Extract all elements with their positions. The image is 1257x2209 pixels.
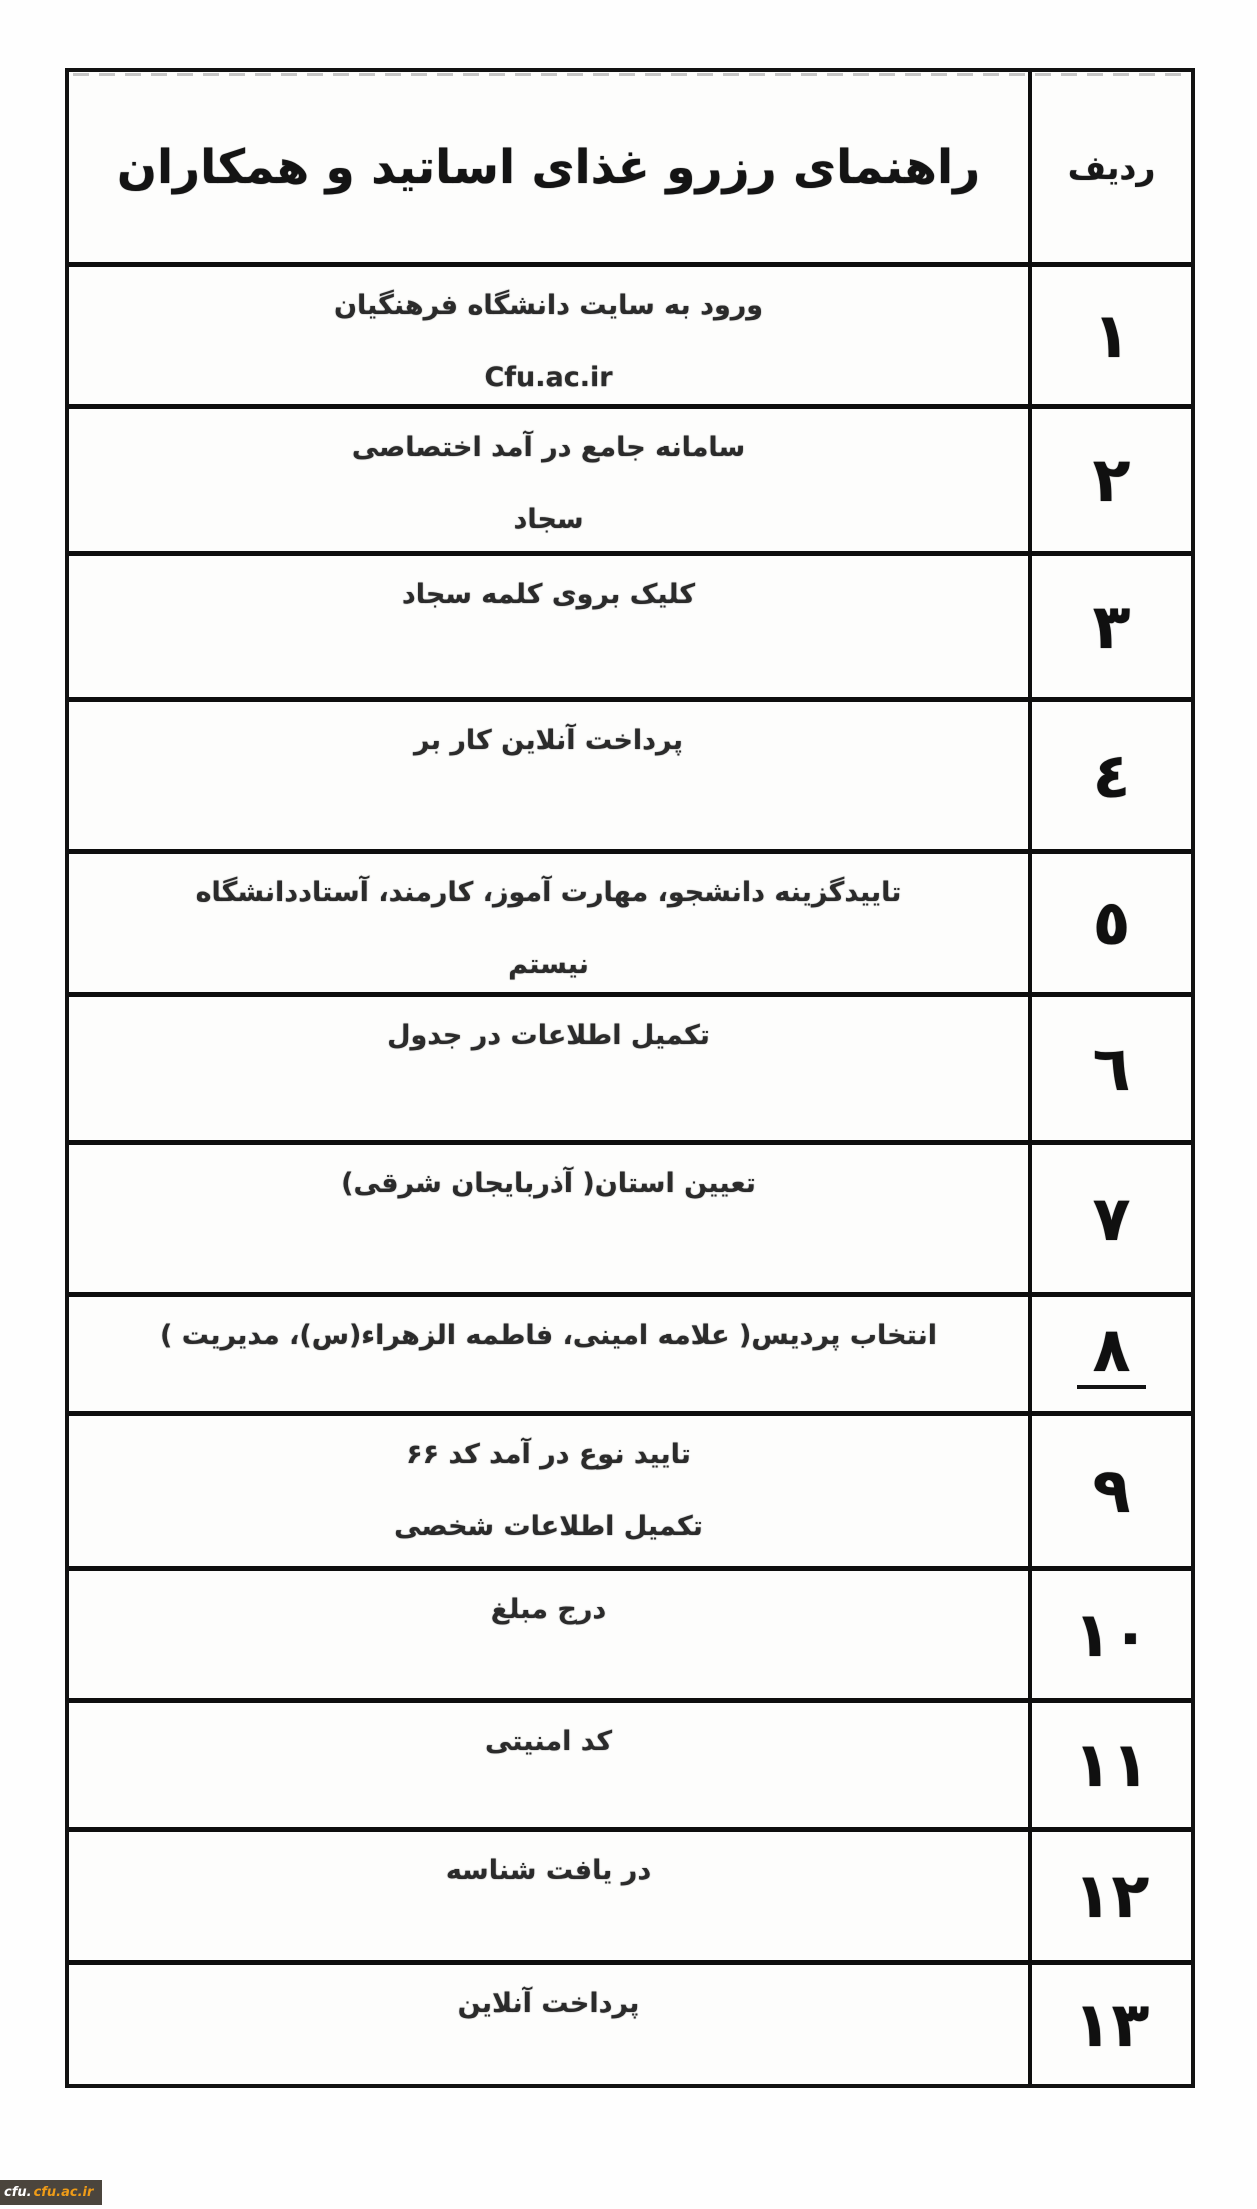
table-row — [69, 404, 1191, 551]
table-row — [69, 262, 1191, 404]
row-number-cell — [1028, 1832, 1191, 1960]
row-number-cell — [1028, 556, 1191, 697]
table-row — [69, 1566, 1191, 1698]
row-text-line: سجاد — [513, 503, 584, 535]
row-number: ۷ — [1092, 1181, 1131, 1255]
row-number: ۱ — [1092, 298, 1131, 372]
page-title: راهنمای رزرو غذای اساتید و همکاران — [116, 139, 981, 195]
row-number-cell — [1028, 702, 1191, 849]
table-row — [69, 992, 1191, 1140]
row-text-line: ورود به سایت دانشگاه فرهنگیان — [333, 290, 764, 321]
row-content-cell — [69, 1416, 1028, 1566]
row-content-cell — [69, 1571, 1028, 1698]
row-text-line: انتخاب پردیس( علامه امینی، فاطمه الزهراء(س)، مدیریت ) — [160, 1320, 937, 1351]
row-text-line: نیستم — [508, 948, 589, 980]
row-text-line: پرداخت آنلاین کار بر — [414, 725, 683, 756]
row-text-line: تایید نوع در آمد کد ۶۶ — [406, 1439, 691, 1470]
row-number-cell — [1028, 1965, 1191, 2084]
row-content-cell — [69, 1145, 1028, 1292]
row-number-cell — [1028, 409, 1191, 551]
row-number-cell — [1028, 1416, 1191, 1566]
row-content-cell — [69, 1832, 1028, 1960]
table-row — [69, 551, 1191, 697]
table-row — [69, 849, 1191, 992]
table-row — [69, 1292, 1191, 1411]
row-number: ۱۰ — [1073, 1597, 1150, 1671]
row-content-cell — [69, 997, 1028, 1140]
row-content-cell — [69, 854, 1028, 992]
row-content-cell — [69, 267, 1028, 404]
row-text-line: تکمیل اطلاعات شخصی — [394, 1510, 703, 1542]
row-text-line: Cfu.ac.ir — [484, 361, 613, 393]
row-content-cell — [69, 1703, 1028, 1827]
row-number-cell — [1028, 267, 1191, 404]
row-content-cell — [69, 1297, 1028, 1411]
table-row — [69, 1140, 1191, 1292]
table-header-row — [69, 72, 1191, 262]
row-number: ٥ — [1092, 886, 1131, 959]
row-number-cell — [1028, 997, 1191, 1140]
row-number: ٤ — [1092, 738, 1131, 812]
row-number-cell — [1028, 1145, 1191, 1292]
row-text-line: تعیین استان( آذربایجان شرقی) — [341, 1168, 756, 1199]
table-row — [69, 1411, 1191, 1566]
row-text-line: درج مبلغ — [490, 1594, 607, 1625]
row-text-line: کلیک بروی کلمه سجاد — [401, 579, 696, 610]
row-text-line: کد امنیتی — [484, 1726, 613, 1757]
row-number: ۳ — [1092, 589, 1131, 663]
row-number: ٦ — [1092, 1031, 1131, 1105]
guide-table — [65, 68, 1195, 2088]
row-text-line: در یافت شناسه — [445, 1855, 652, 1886]
row-number: ۹ — [1092, 1454, 1131, 1527]
row-number: ۸ — [1077, 1319, 1147, 1389]
row-content-cell — [69, 702, 1028, 849]
header-radif-cell — [1028, 72, 1191, 262]
row-text-line: تاییدگزینه دانشجو، مهارت آموز، کارمند، آستاددانشگاه — [195, 877, 902, 908]
radif-column-label: ردیف — [1067, 147, 1156, 187]
row-content-cell — [69, 556, 1028, 697]
row-text-line: پرداخت آنلاین — [457, 1988, 640, 2019]
row-text-line: تکمیل اطلاعات در جدول — [387, 1020, 710, 1051]
header-title-cell — [69, 72, 1028, 262]
row-number: ۱۳ — [1073, 1987, 1150, 2061]
row-number: ۱۲ — [1073, 1859, 1150, 1932]
row-content-cell — [69, 409, 1028, 551]
cfu-watermark-badge — [0, 2180, 102, 2205]
table-row — [69, 1698, 1191, 1827]
cfu-logo-text: cfu. — [4, 2185, 32, 2200]
row-number: ۲ — [1092, 443, 1131, 516]
row-text-line: سامانه جامع در آمد اختصاصی — [351, 432, 746, 463]
cfu-url-text: cfu.ac.ir — [33, 2185, 94, 2200]
table-body — [69, 262, 1191, 2084]
table-row — [69, 697, 1191, 849]
table-row — [69, 1960, 1191, 2084]
row-number-cell — [1028, 854, 1191, 992]
table-row — [69, 1827, 1191, 1960]
row-content-cell — [69, 1965, 1028, 2084]
row-number-cell — [1028, 1703, 1191, 1827]
row-number-cell — [1028, 1571, 1191, 1698]
row-number: ۱۱ — [1073, 1728, 1150, 1801]
row-number-cell — [1028, 1297, 1191, 1411]
